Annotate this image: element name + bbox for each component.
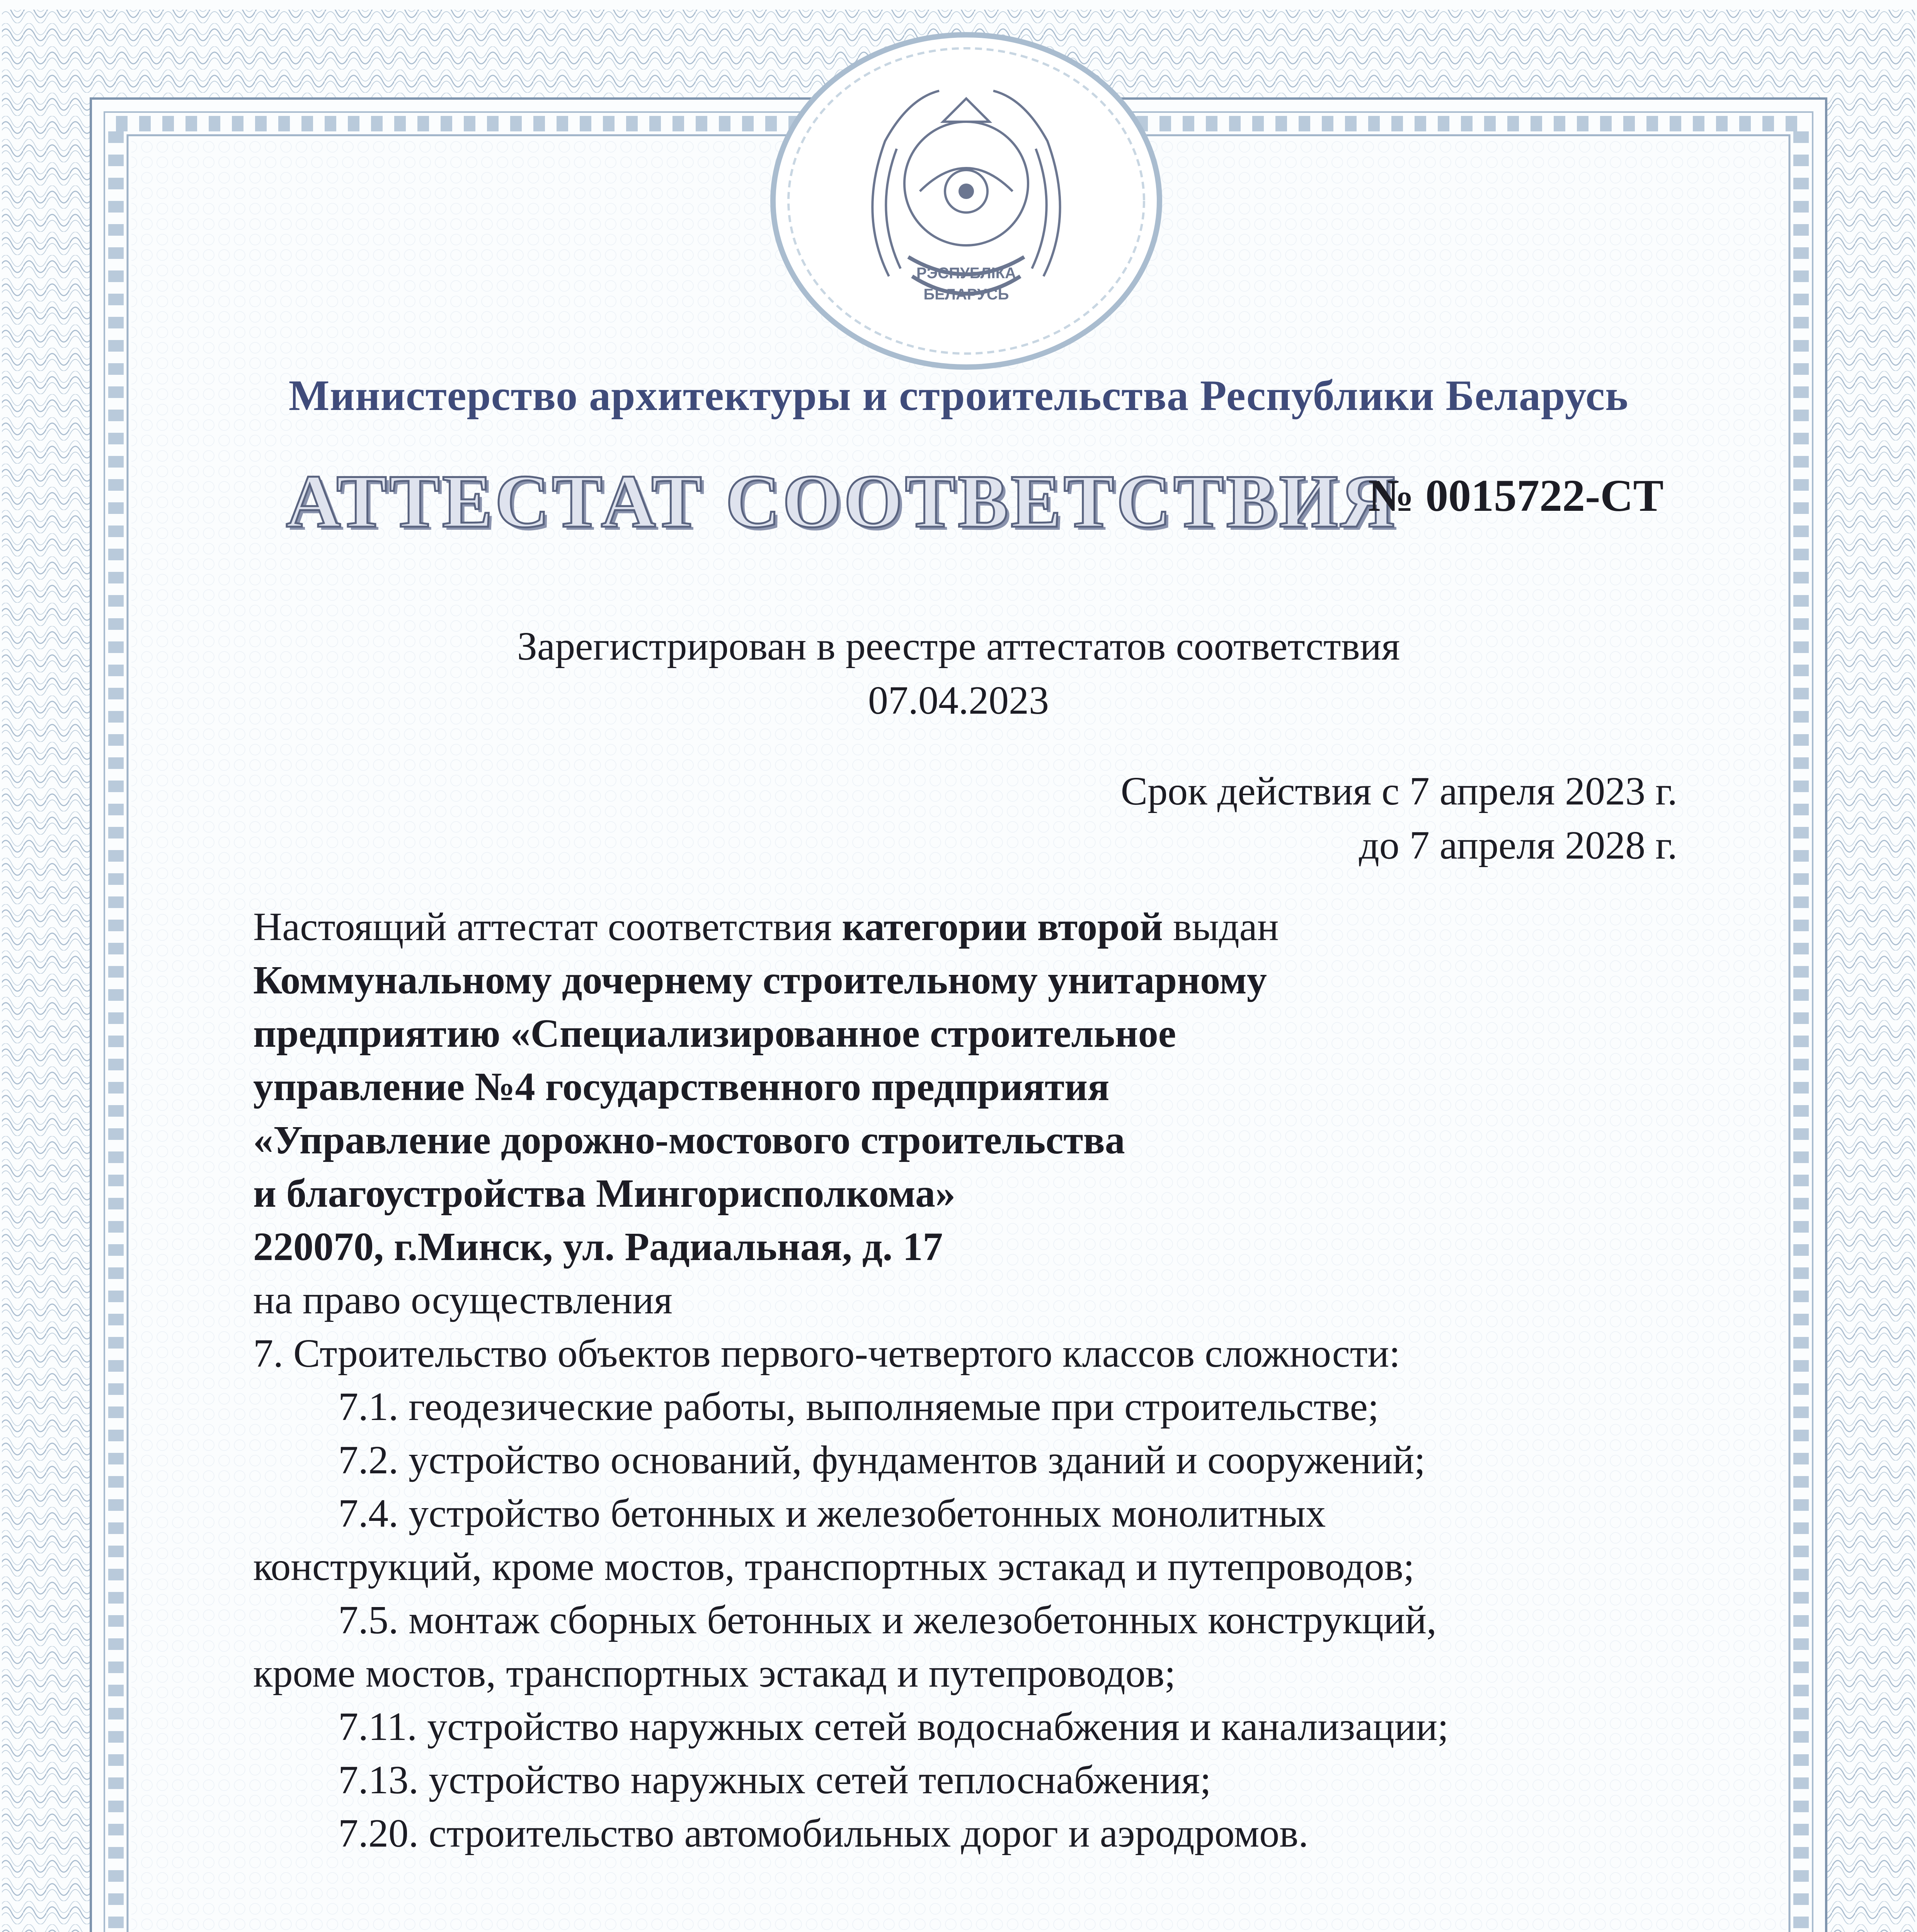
certificate-number: № 0015722-СТ	[1368, 470, 1664, 521]
intro-prefix: Настоящий аттестат соответствия	[253, 905, 842, 949]
validity-to: до 7 апреля 2028 г.	[1359, 823, 1677, 867]
list-item: 7.4. устройство бетонных и железобетонных монолитных	[338, 1491, 1326, 1536]
org-line: «Управление дорожно-мостового строительства	[253, 1118, 1125, 1162]
validity-from: Срок действия с 7 апреля 2023 г.	[1120, 769, 1677, 813]
list-item: 7.20. строительство автомобильных дорог и аэродромов.	[338, 1811, 1309, 1855]
state-emblem-icon	[843, 75, 1090, 346]
certificate-title: АТТЕСТАТ СООТВЕТСТВИЯ	[286, 459, 1398, 543]
list-item: 7.13. устройство наружных сетей теплоснабжения;	[338, 1758, 1211, 1802]
intro-category: категории второй	[842, 905, 1163, 949]
intro-suffix: выдан	[1163, 905, 1279, 949]
org-line: и благоустройства Мингорисполкома»	[253, 1171, 956, 1216]
org-line: предприятию «Специализированное строительное	[253, 1011, 1176, 1056]
right-phrase: на право осуществления	[253, 1278, 672, 1322]
list-item: 7.1. геодезические работы, выполняемые при строительстве;	[338, 1384, 1379, 1429]
list-item: 7.5. монтаж сборных бетонных и железобетонных конструкций,	[338, 1598, 1437, 1642]
org-line: Коммунальному дочернему строительному унитарному	[253, 958, 1267, 1002]
emblem-ribbon-bottom: БЕЛАРУСЬ	[923, 286, 1009, 303]
registration-text: Зарегистрирован в реестре аттестатов соответствия	[517, 624, 1400, 668]
list-item-continuation: конструкций, кроме мостов, транспортных эстакад и путепроводов;	[253, 1544, 1415, 1589]
ministry-heading: Министерство архитектуры и строительства Республики Беларусь	[288, 372, 1629, 420]
org-address: 220070, г.Минск, ул. Радиальная, д. 17	[253, 1225, 943, 1269]
org-line: управление №4 государственного предприятия	[253, 1065, 1110, 1109]
list-item: 7.11. устройство наружных сетей водоснабжения и канализации;	[338, 1704, 1449, 1749]
intro-line	[253, 900, 1691, 954]
certificate-body	[253, 900, 1691, 1860]
list-item: 7.2. устройство оснований, фундаментов зданий и сооружений;	[338, 1438, 1425, 1482]
section-title: 7. Строительство объектов первого-четвертого классов сложности:	[253, 1331, 1400, 1376]
emblem-ribbon-top: РЭСПУБЛІКА	[916, 265, 1016, 282]
list-item-continuation: кроме мостов, транспортных эстакад и путепроводов;	[253, 1651, 1176, 1696]
registration-date: 07.04.2023	[868, 678, 1049, 723]
